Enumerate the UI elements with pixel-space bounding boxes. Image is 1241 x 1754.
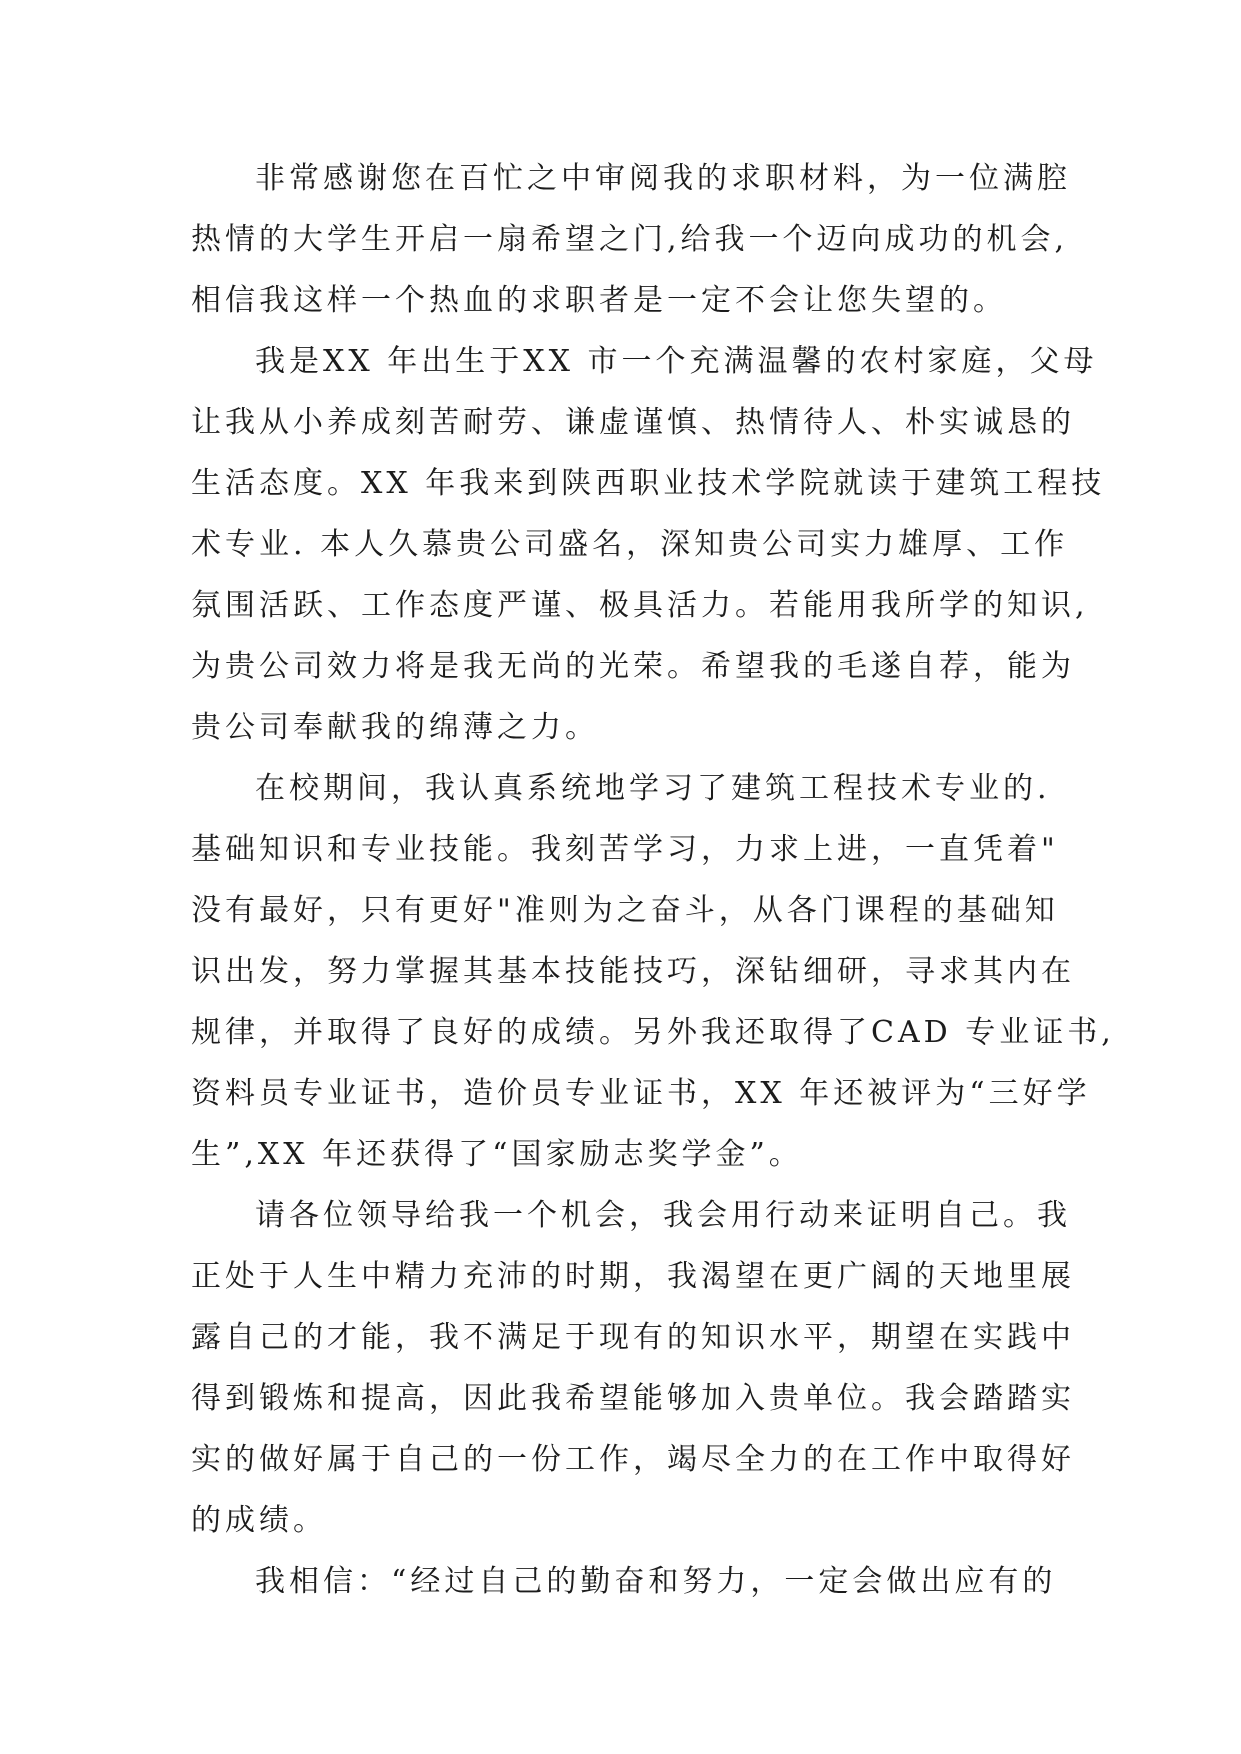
text-line: 得到锻炼和提高，因此我希望能够加入贵单位。我会踏踏实: [191, 1381, 1075, 1416]
text-line: 相信我这样一个热血的求职者是一定不会让您失望的。: [191, 283, 1007, 318]
text-line: 我是XX 年出生于XX 市一个充满温馨的农村家庭，父母: [255, 344, 1098, 379]
paragraph-belief: [191, 1551, 1061, 1612]
text-line: 让我从小养成刻苦耐劳、谦虚谨慎、热情待人、朴实诚恳的: [191, 405, 1075, 440]
paragraph-request: [191, 1185, 1075, 1551]
text-line: 为贵公司效力将是我无尚的光荣。希望我的毛遂自荐，能为: [191, 649, 1075, 684]
letter-body: [191, 148, 1115, 1612]
text-line: 热情的大学生开启一扇希望之门,给我一个迈向成功的机会,: [191, 222, 1069, 257]
text-line: 基础知识和专业技能。我刻苦学习，力求上进，一直凭着": [191, 832, 1059, 867]
text-line: 贵公司奉献我的绵薄之力。: [191, 710, 599, 745]
text-line: 术专业. 本人久慕贵公司盛名，深知贵公司实力雄厚、工作: [191, 527, 1069, 562]
text-line: 生”,XX 年还获得了“国家励志奖学金”。: [191, 1137, 803, 1172]
text-line: 正处于人生中精力充沛的时期，我渴望在更广阔的天地里展: [191, 1259, 1075, 1294]
text-line: 非常感谢您在百忙之中审阅我的求职材料，为一位满腔: [255, 161, 1071, 196]
text-line: 没有最好，只有更好"准则为之奋斗，从各门课程的基础知: [191, 893, 1059, 928]
paragraph-background: [191, 331, 1106, 758]
text-line: 我相信：“经过自己的勤奋和努力，一定会做出应有的: [255, 1564, 1057, 1599]
text-line: 的成绩。: [191, 1503, 327, 1538]
paragraph-education: [191, 758, 1115, 1185]
text-line: 生活态度。XX 年我来到陕西职业技术学院就读于建筑工程技: [191, 466, 1106, 501]
text-line: 氛围活跃、工作态度严谨、极具活力。若能用我所学的知识,: [191, 588, 1089, 623]
paragraph-gratitude: [191, 148, 1071, 331]
text-line: 资料员专业证书，造价员专业证书，XX 年还被评为“三好学: [191, 1076, 1091, 1111]
text-line: 在校期间，我认真系统地学习了建筑工程技术专业的.: [255, 771, 1051, 806]
text-line: 规律，并取得了良好的成绩。另外我还取得了CAD 专业证书,: [191, 1015, 1115, 1050]
text-line: 实的做好属于自己的一份工作，竭尽全力的在工作中取得好: [191, 1442, 1075, 1477]
text-line: 请各位领导给我一个机会，我会用行动来证明自己。我: [255, 1198, 1071, 1233]
text-line: 识出发，努力掌握其基本技能技巧，深钻细研，寻求其内在: [191, 954, 1075, 989]
text-line: 露自己的才能，我不满足于现有的知识水平，期望在实践中: [191, 1320, 1075, 1355]
